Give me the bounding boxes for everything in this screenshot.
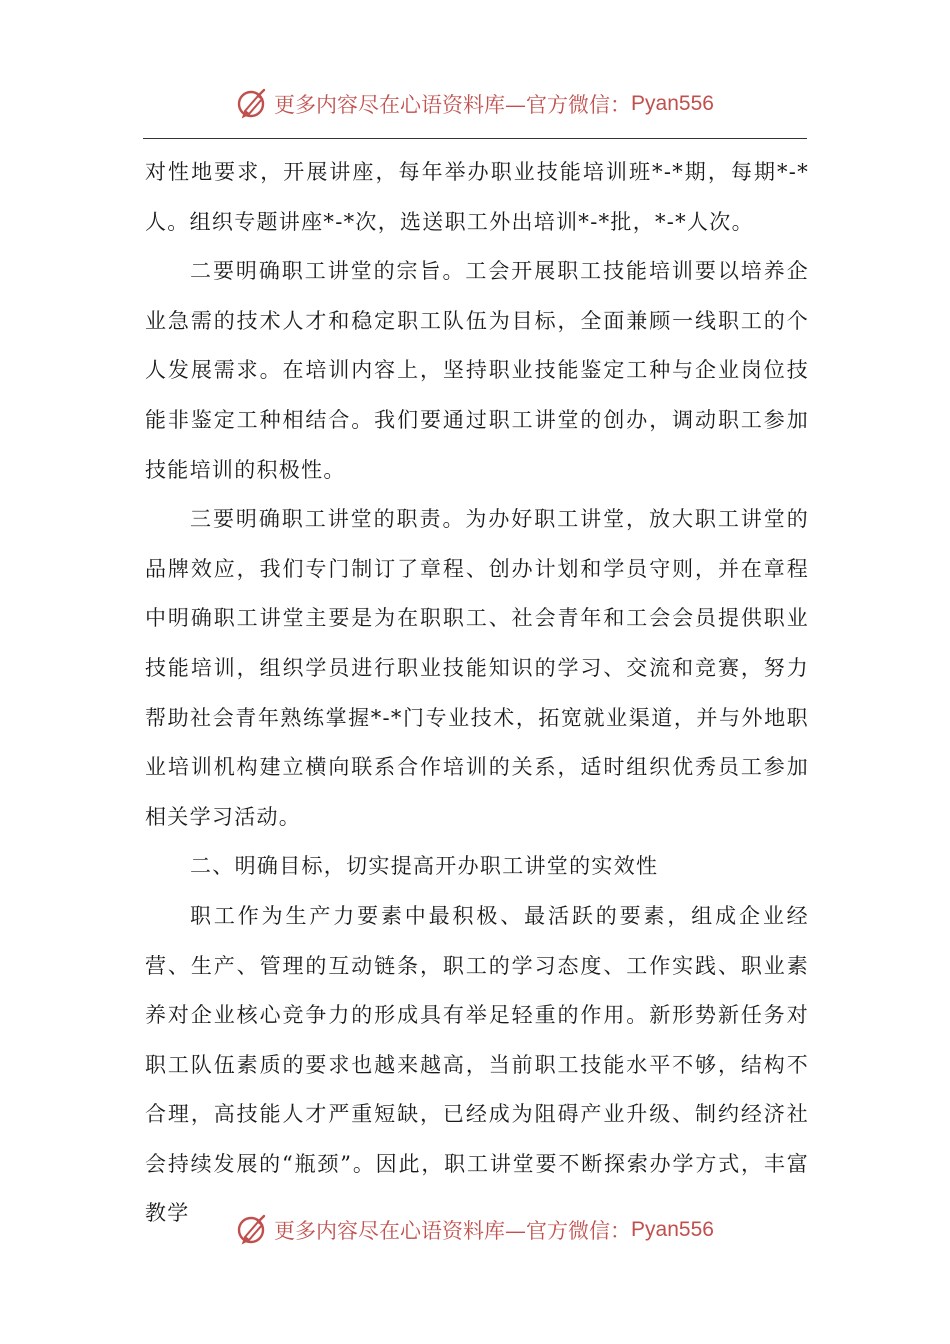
- pen-logo-icon: [236, 87, 270, 121]
- header-banner: [0, 84, 950, 124]
- paragraph: 对性地要求，开展讲座，每年举办职业技能培训班*-*期，每期*-*人。组织专题讲座*-*次，选送职工外出培训*-*批，*-*人次。: [145, 160, 809, 234]
- footer-banner: [0, 1210, 950, 1250]
- section-heading: 二、明确目标，切实提高开办职工讲堂的实效性: [190, 854, 659, 879]
- pen-logo-icon: [236, 1213, 270, 1247]
- paragraph: 职工作为生产力要素中最积极、最活跃的要素，组成企业经营、生产、管理的互动链条，职工的学习态度、工作实践、职业素养对企业核心竞争力的形成具有举足轻重的作用。新形势新任务对职工队伍素质的要求也越来越高，当前职工技能水平不够，结构不合理，高技能人才严重短缺，已经成为阻碍产业升级、制约经济社会持续发展的“瓶颈”。因此，职工讲堂要不断探索办学方式，丰富教学: [145, 903, 809, 1226]
- banner-wechat-id: Pyan556: [631, 1218, 714, 1241]
- document-body: [145, 148, 809, 1239]
- header-divider: [143, 138, 807, 139]
- banner-text: 更多内容尽在心语资料库—官方微信：: [274, 1219, 632, 1243]
- paragraph: 二要明确职工讲堂的宗旨。工会开展职工技能培训要以培养企业急需的技术人才和稳定职工队伍为目标，全面兼顾一线职工的个人发展需求。在培训内容上，坚持职业技能鉴定工种与企业岗位技能非鉴定工种相结合。我们要通过职工讲堂的创办，调动职工参加技能培训的积极性。: [145, 259, 809, 482]
- paragraph: 三要明确职工讲堂的职责。为办好职工讲堂，放大职工讲堂的品牌效应，我们专门制订了章程、创办计划和学员守则，并在章程中明确职工讲堂主要是为在职职工、社会青年和工会会员提供职业技能培训，组织学员进行职业技能知识的学习、交流和竞赛，努力帮助社会青年熟练掌握*-*门专业技术，拓宽就业渠道，并与外地职业培训机构建立横向联系合作培训的关系，适时组织优秀员工参加相关学习活动。: [145, 507, 809, 829]
- banner-wechat-id: Pyan556: [631, 92, 714, 115]
- banner-text: 更多内容尽在心语资料库—官方微信：: [274, 93, 632, 117]
